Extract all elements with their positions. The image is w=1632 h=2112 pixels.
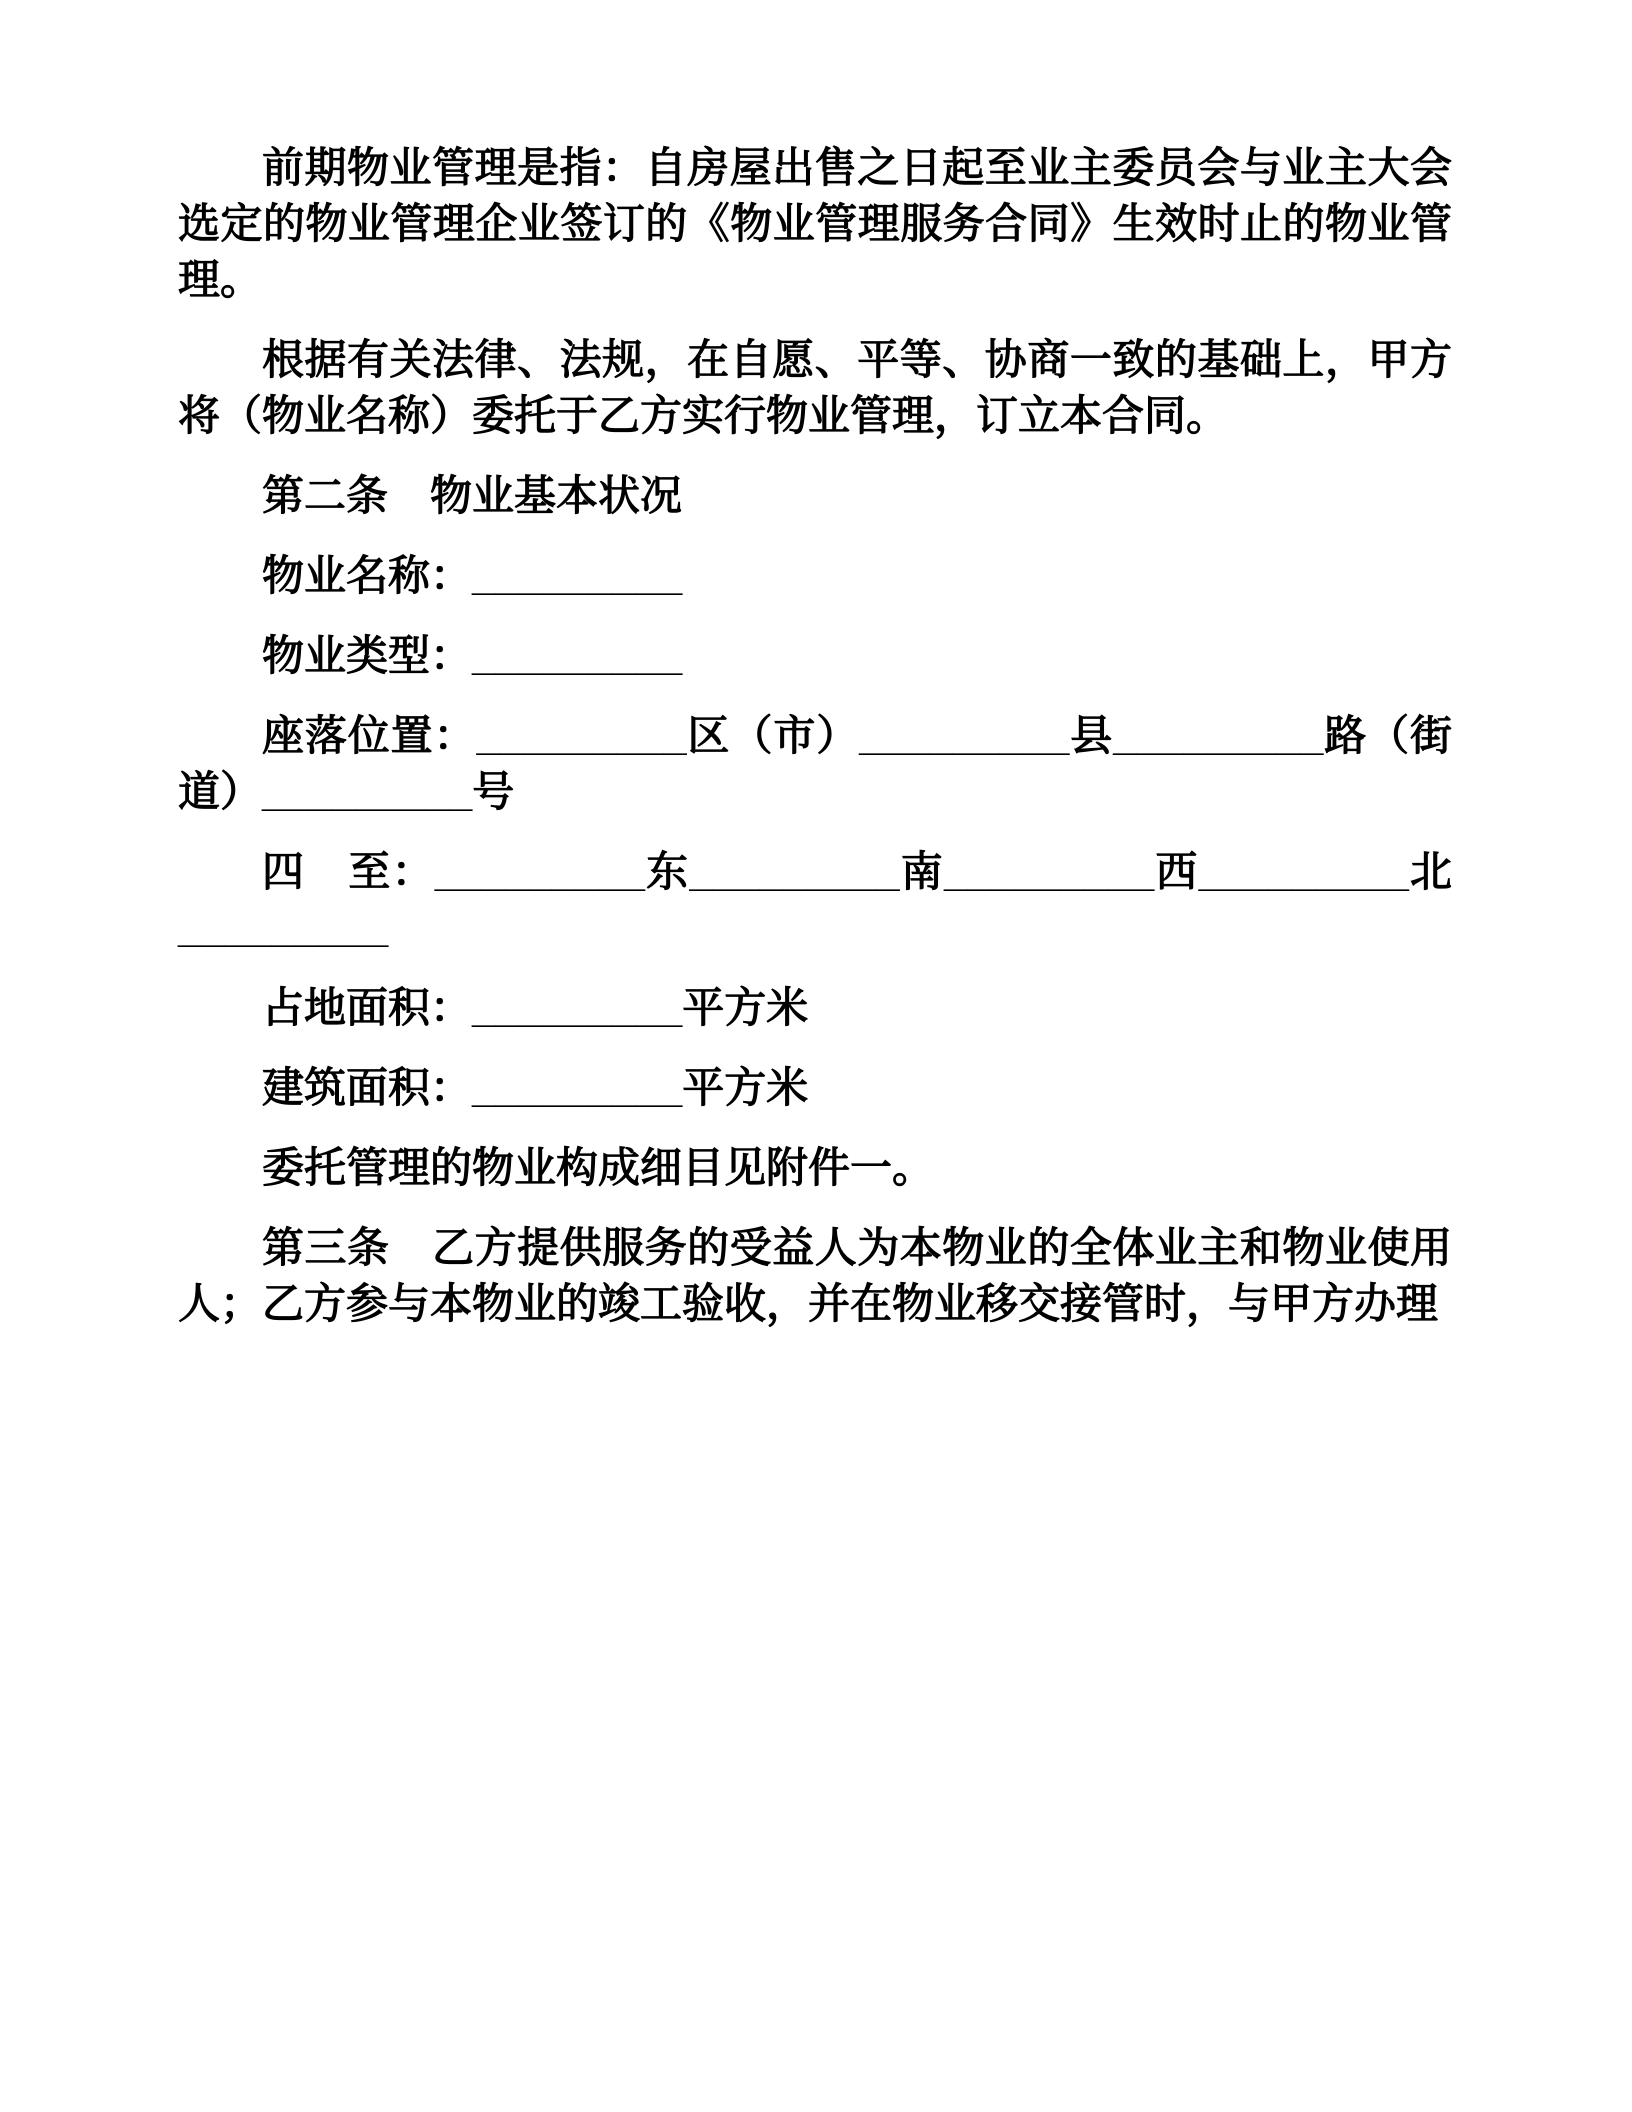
field-line-property-type: 物业类型：_________ (262, 632, 683, 679)
heading-article-two-property-basic-status: 第二条 物业基本状况 (262, 472, 683, 519)
field-line-building-area: 建筑面积：_________平方米 (262, 1064, 809, 1111)
field-line-four-boundaries: 四 至：_________东_________南_________西_________北_________ (178, 848, 1452, 951)
field-line-location: 座落位置：_________区（市）_________县_________路（街道）_________号 (178, 712, 1452, 815)
paragraph-contract-basis: 根据有关法律、法规，在自愿、平等、协商一致的基础上，甲方将（物业名称）委托于乙方实行物业管理，订立本合同。 (178, 336, 1452, 439)
paragraph-attachment-note: 委托管理的物业构成细目见附件一。 (262, 1144, 935, 1191)
field-line-land-area: 占地面积：_________平方米 (262, 984, 809, 1031)
field-line-property-name: 物业名称：_________ (262, 552, 683, 599)
paragraph-preliminary-management-definition: 前期物业管理是指：自房屋出售之日起至业主委员会与业主大会选定的物业管理企业签订的《物业管理服务合同》生效时止的物业管理。 (178, 144, 1452, 303)
paragraph-article-three-beneficiaries: 第三条 乙方提供服务的受益人为本物业的全体业主和物业使用人；乙方参与本物业的竣工验收，并在物业移交接管时，与甲方办理 (178, 1224, 1452, 1327)
